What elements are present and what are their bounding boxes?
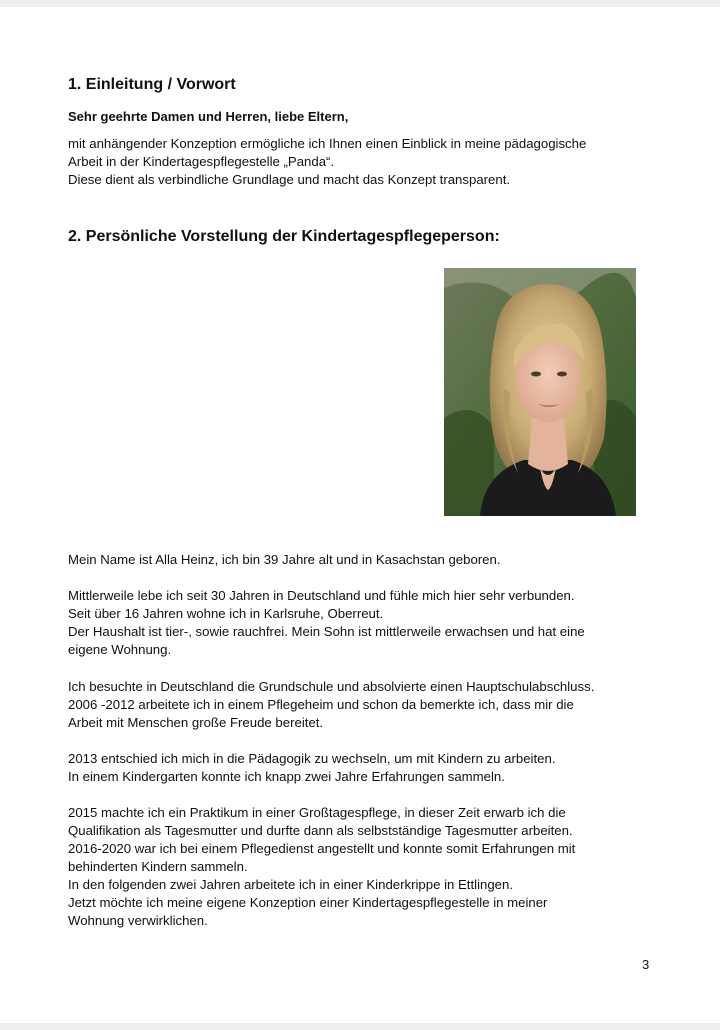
bio-line: Mein Name ist Alla Heinz, ich bin 39 Jahre alt und in Kasachstan geboren.	[68, 552, 501, 567]
bio-paragraph-2	[68, 587, 585, 659]
bio-line: Jetzt möchte ich meine eigene Konzeption einer Kindertagespflegestelle in meiner	[68, 895, 548, 910]
bio-line: Der Haushalt ist tier-, sowie rauchfrei. Mein Sohn ist mittlerweile erwachsen und hat eine	[68, 624, 585, 639]
bio-line: 2006 -2012 arbeitete ich in einem Pflegeheim und schon da bemerkte ich, dass mir die	[68, 697, 574, 712]
bio-line: In den folgenden zwei Jahren arbeitete ich in einer Kinderkrippe in Ettlingen.	[68, 877, 513, 892]
section-1-heading: 1. Einleitung / Vorwort	[68, 76, 236, 93]
bio-line: behinderten Kindern sammeln.	[68, 859, 248, 874]
bio-line: Qualifikation als Tagesmutter und durfte dann als selbstständige Tagesmutter arbeiten.	[68, 823, 573, 838]
bio-paragraph-1	[68, 551, 501, 569]
salutation: Sehr geehrte Damen und Herren, liebe Eltern,	[68, 109, 349, 124]
bio-line: Seit über 16 Jahren wohne ich in Karlsruhe, Oberreut.	[68, 606, 384, 621]
bio-line: Wohnung verwirklichen.	[68, 913, 208, 928]
bio-paragraph-4	[68, 750, 555, 786]
bio-line: Mittlerweile lebe ich seit 30 Jahren in Deutschland und fühle mich hier sehr verbunden.	[68, 588, 575, 603]
intro-line: Diese dient als verbindliche Grundlage und macht das Konzept transparent.	[68, 172, 511, 187]
bio-line: Arbeit mit Menschen große Freude bereitet.	[68, 715, 324, 730]
bio-line: 2015 machte ich ein Praktikum in einer Großtagespflege, in dieser Zeit erwarb ich die	[68, 805, 566, 820]
intro-paragraph	[68, 135, 586, 189]
bio-line: Ich besuchte in Deutschland die Grundschule und absolvierte einen Hauptschulabschluss.	[68, 679, 595, 694]
bio-line: 2013 entschied ich mich in die Pädagogik zu wechseln, um mit Kindern zu arbeiten.	[68, 751, 556, 766]
portrait-photo	[444, 268, 636, 516]
bio-line: eigene Wohnung.	[68, 642, 172, 657]
intro-line: mit anhängender Konzeption ermögliche ich Ihnen einen Einblick in meine pädagogische	[68, 136, 587, 151]
page-number: 3	[642, 957, 650, 972]
document-page	[0, 7, 720, 1023]
section-2-heading: 2. Persönliche Vorstellung der Kindertagespflegeperson:	[68, 228, 500, 245]
bio-paragraph-3	[68, 678, 594, 732]
bio-line: 2016-2020 war ich bei einem Pflegedienst angestellt und konnte somit Erfahrungen mit	[68, 841, 576, 856]
bio-line: In einem Kindergarten konnte ich knapp zwei Jahre Erfahrungen sammeln.	[68, 769, 505, 784]
intro-line: Arbeit in der Kindertagespflegestelle „Panda“.	[68, 154, 335, 169]
bio-paragraph-5	[68, 804, 575, 930]
